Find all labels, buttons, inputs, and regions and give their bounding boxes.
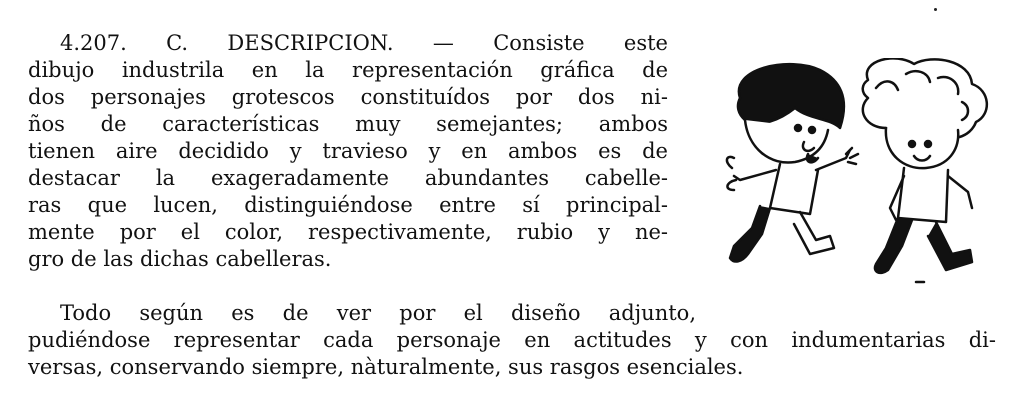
text-line: pudiéndose representar cada personaje en actitudes y con indumentarias di- xyxy=(28,328,996,352)
text-line: tienen aire decidido y travieso y en ambos es de xyxy=(28,139,668,163)
text-line: ras que lucen, distinguiéndose entre sí principal- xyxy=(28,193,668,217)
text-line: destacar la exageradamente abundantes cabelle- xyxy=(28,166,668,190)
dark-haired-child-figure xyxy=(727,64,858,261)
text-line: ños de características muy semejantes; ambos xyxy=(28,112,668,136)
text-line: mente por el color, respectivamente, rubio y ne- xyxy=(28,220,668,244)
text-line: gro de las dichas cabelleras. xyxy=(28,247,332,271)
text-line: versas, conservando siempre, nàturalmente, sus rasgos esenciales. xyxy=(28,355,744,379)
text-line: dibujo industrila en la representación gráfica de xyxy=(28,58,668,82)
two-cartoon-children-icon xyxy=(700,58,1010,308)
text-line: Todo según es de ver por el diseño adjunto, xyxy=(60,301,696,325)
text-line: dos personajes grotescos constituídos por dos ni- xyxy=(28,85,668,109)
closing-paragraph xyxy=(28,300,996,381)
light-haired-child-figure xyxy=(863,58,987,282)
description-paragraph xyxy=(28,30,668,273)
text-line: 4.207. C. DESCRIPCION. — Consiste este xyxy=(60,31,668,55)
stray-ink-dot xyxy=(934,8,937,11)
